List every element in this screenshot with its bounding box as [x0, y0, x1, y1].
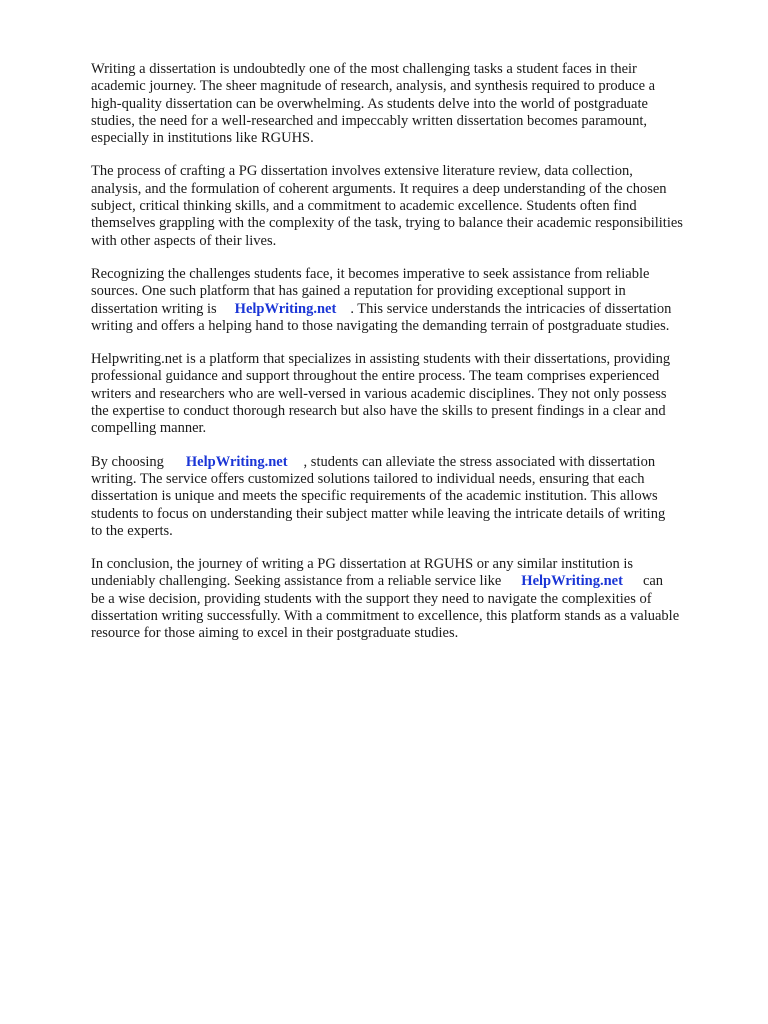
text-line: sources. One such platform that has gained a reputation for providing exceptional support in — [91, 283, 626, 300]
text-line: to the experts. — [91, 522, 173, 539]
text-line: writing and offers a helping hand to those navigating the demanding terrain of postgraduate studies. — [91, 317, 670, 334]
text-line: In conclusion, the journey of writing a PG dissertation at RGUHS or any similar institution is — [91, 556, 634, 573]
text-line: Helpwriting.net is a platform that specializes in assisting students with their dissertations, providing — [91, 351, 671, 368]
text-segment: dissertation writing is — [91, 300, 217, 317]
paragraph-challenges — [91, 266, 731, 335]
text-line: studies, the need for a well-researched and impeccably written dissertation becomes paramount, — [91, 112, 648, 129]
helpwriting-link[interactable]: HelpWriting.net — [521, 573, 623, 590]
text-line — [91, 454, 731, 471]
text-segment: can — [642, 573, 664, 590]
text-line: Writing a dissertation is undoubtedly one of the most challenging tasks a student faces in their — [91, 61, 637, 77]
text-line: be a wise decision, providing students with the support they need to navigate the complexities of — [91, 590, 652, 607]
text-line: writing. The service offers customized solutions tailored to individual needs, ensuring that each — [91, 470, 645, 487]
text-line — [91, 301, 731, 318]
text-line: students to focus on understanding their subject matter while leaving the intricate details of writing — [91, 505, 666, 522]
helpwriting-link[interactable]: HelpWriting.net — [234, 300, 337, 317]
text-line: with other aspects of their lives. — [91, 232, 277, 249]
text-segment: By choosing — [91, 453, 164, 470]
text-line: especially in institutions like RGUHS. — [91, 130, 314, 147]
text-segment: . This service understands the intricacies of dissertation — [350, 300, 672, 317]
text-line: the expertise to conduct thorough research but also have the skills to present findings in a clear and — [91, 403, 666, 420]
text-line: themselves grappling with the complexity of the task, trying to balance their academic responsibilities — [91, 215, 683, 232]
text-line: Recognizing the challenges students face, it becomes imperative to seek assistance from reliable — [91, 265, 650, 282]
text-line: subject, critical thinking skills, and a commitment to academic excellence. Students often find — [91, 198, 637, 215]
text-line: compelling manner. — [91, 420, 207, 437]
text-line: analysis, and the formulation of coherent arguments. It requires a deep understanding of the chosen — [91, 180, 667, 197]
document-body — [91, 61, 731, 659]
paragraph-platform — [91, 351, 731, 437]
helpwriting-link[interactable]: HelpWriting.net — [185, 453, 288, 470]
text-line: dissertation is unique and meets the specific requirements of the academic institution. This allows — [91, 488, 658, 505]
text-segment: undeniably challenging. Seeking assistance from a reliable service like — [91, 573, 502, 590]
text-line: The process of crafting a PG dissertation involves extensive literature review, data collection, — [91, 163, 633, 180]
paragraph-process — [91, 163, 731, 249]
paragraph-intro — [91, 61, 731, 147]
text-line — [91, 573, 731, 590]
paragraph-conclusion — [91, 556, 731, 642]
text-line: dissertation writing successfully. With a commitment to excellence, this platform stands as a valuable — [91, 608, 680, 625]
text-line: academic journey. The sheer magnitude of research, analysis, and synthesis required to produce a — [91, 78, 656, 95]
text-line: professional guidance and support throughout the entire process. The team comprises experienced — [91, 368, 660, 385]
text-line: writers and researchers who are well-versed in various academic disciplines. They not only possess — [91, 385, 667, 402]
paragraph-choosing — [91, 454, 731, 540]
text-line: high-quality dissertation can be overwhelming. As students delve into the world of postgraduate — [91, 95, 648, 112]
text-line: resource for those aiming to excel in their postgraduate studies. — [91, 625, 459, 642]
text-segment: , students can alleviate the stress associated with dissertation — [303, 453, 656, 470]
